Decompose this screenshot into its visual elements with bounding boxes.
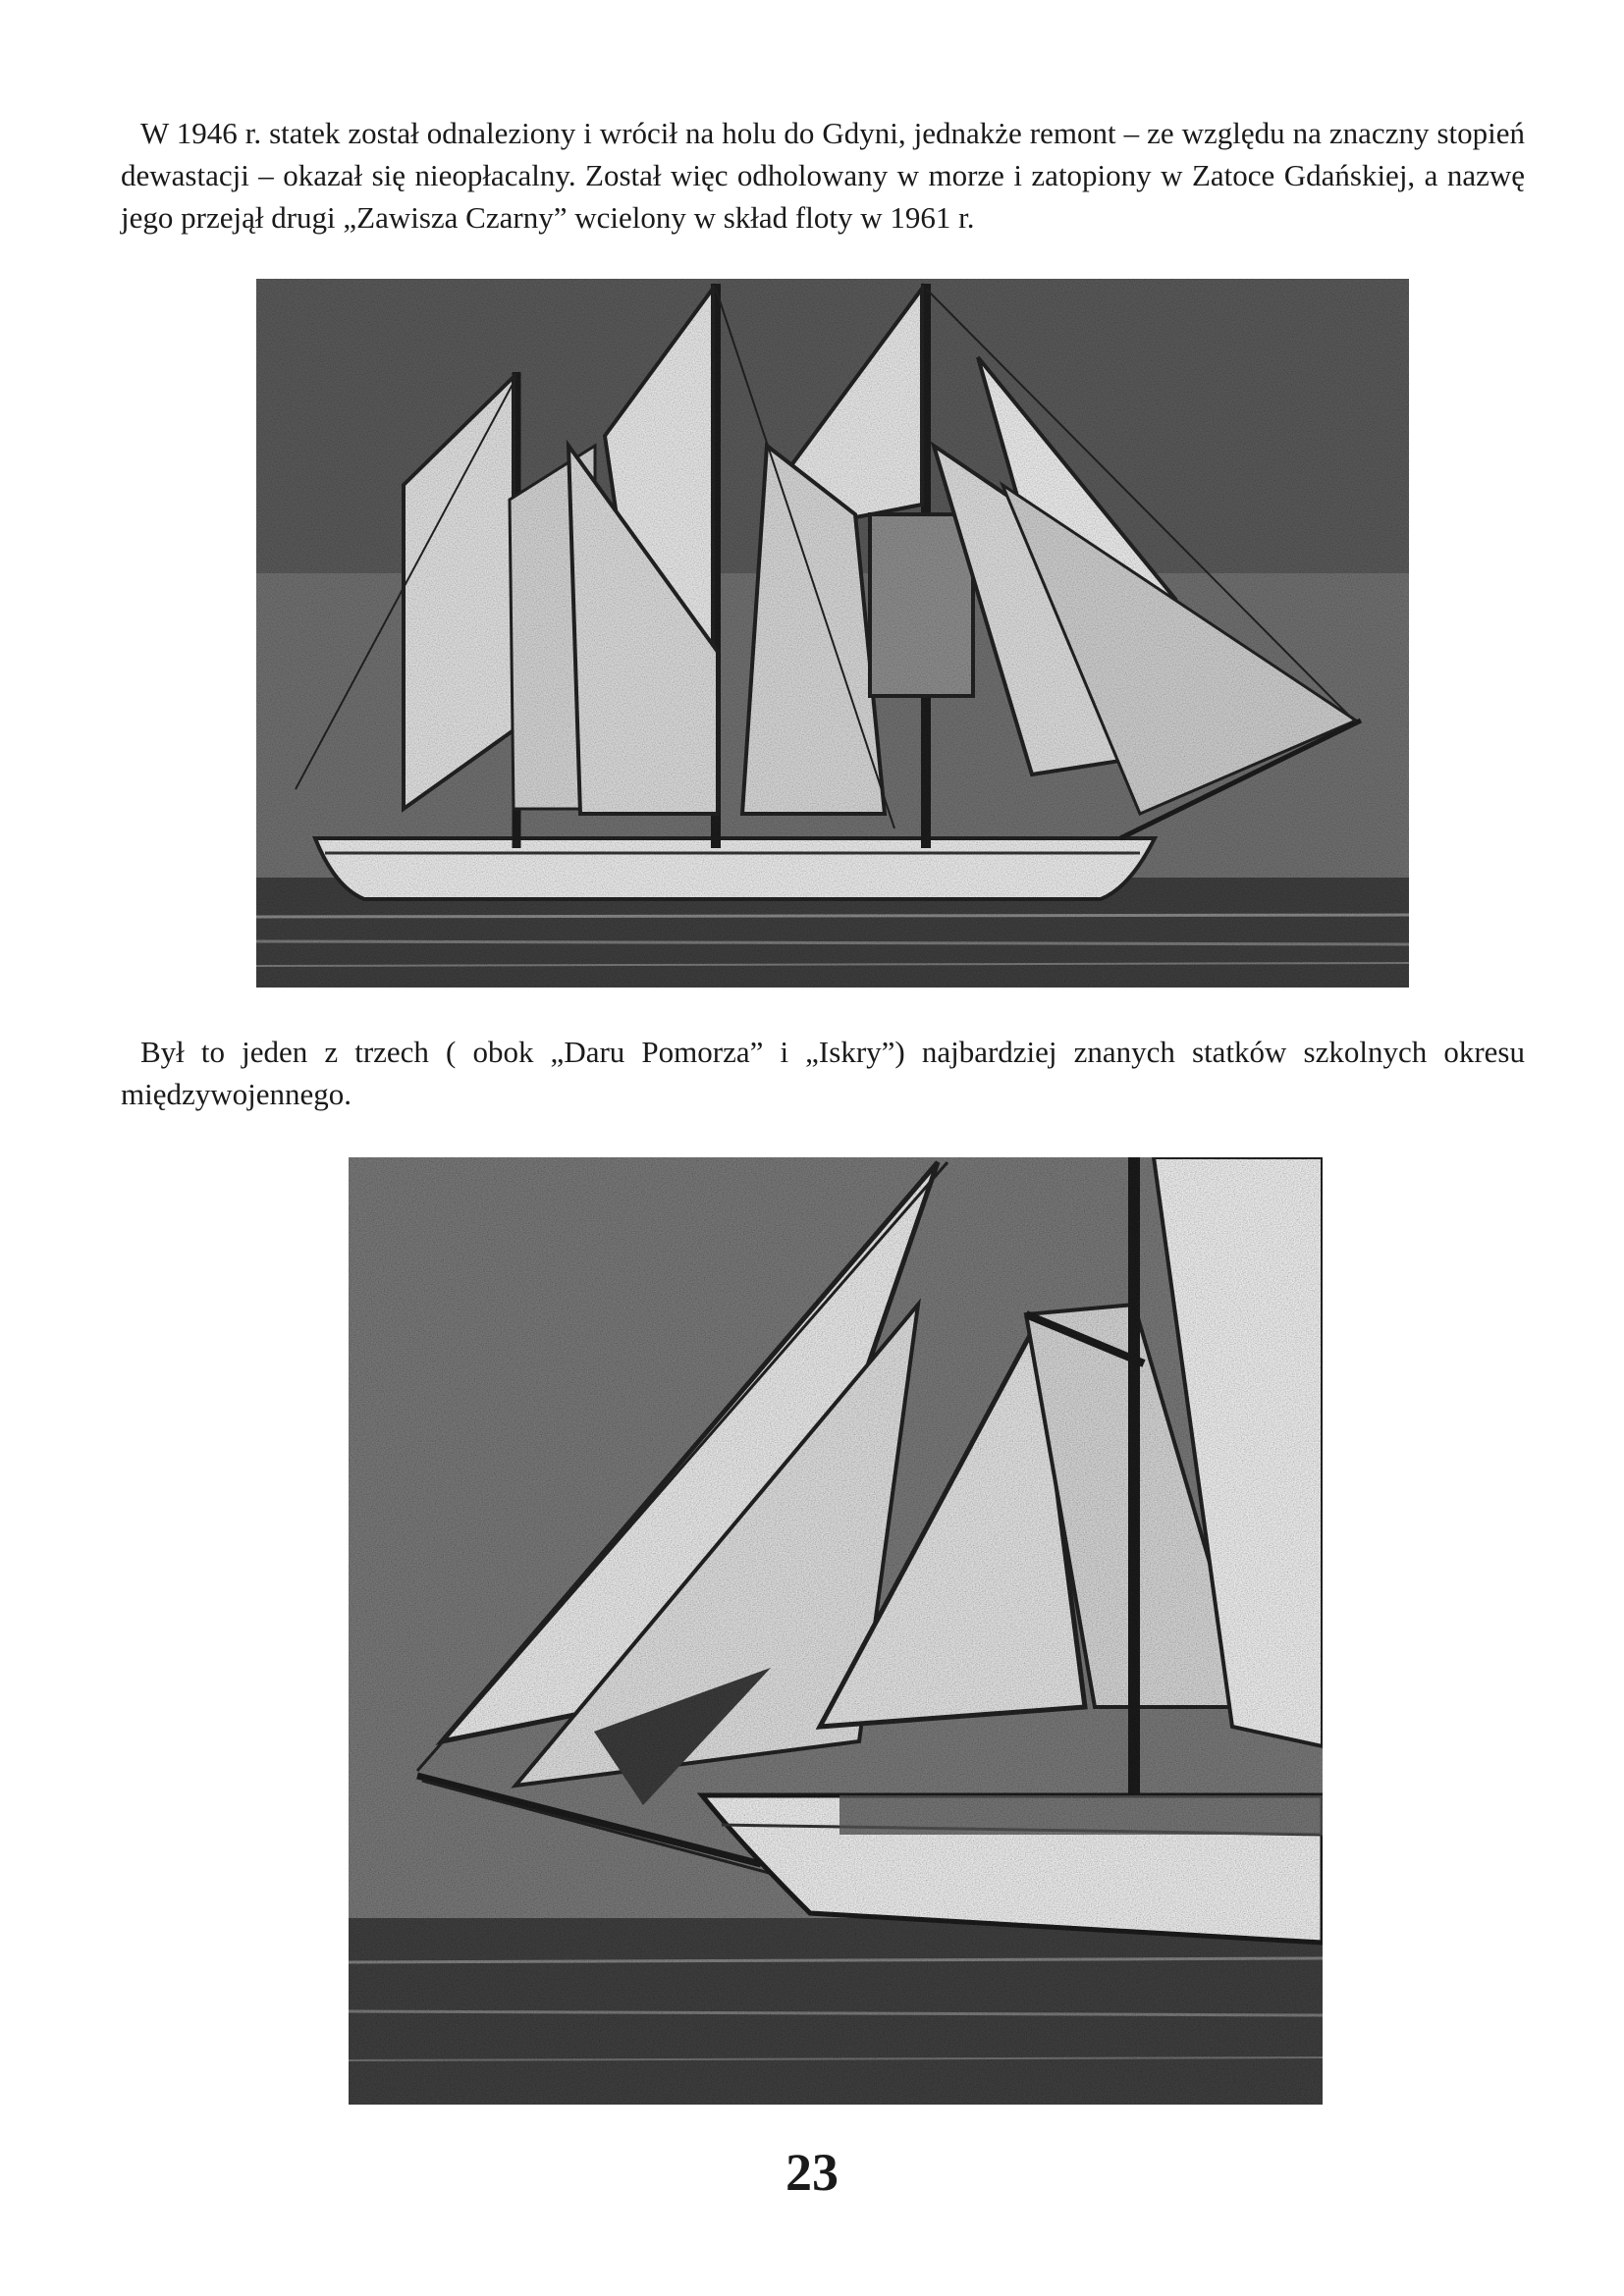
paragraph-2: Był to jeden z trzech ( obok „Daru Pomorza” i „Iskry”) najbardziej znanych statków szkolnych okresu międzywojennego. bbox=[121, 1035, 1525, 1111]
schooner-photo-broadside bbox=[256, 279, 1409, 988]
schooner-illustration-2 bbox=[349, 1157, 1323, 2105]
paragraph-1: W 1946 r. statek został odnaleziony i wrócił na holu do Gdyni, jednakże remont – ze względu na znaczny stopień dewastacji – okazał się nieopłacalny. Został więc odholowany w morze i zatopiony w Zatoce Gdańskiej, a nazwę jego przejął drugi „Zawisza Czarny” wcielony w skład floty w 1961 r. bbox=[121, 116, 1525, 235]
schooner-illustration-1 bbox=[256, 279, 1409, 988]
schooner-photo-bow bbox=[349, 1157, 1323, 2105]
page-number: 23 bbox=[785, 2143, 839, 2202]
